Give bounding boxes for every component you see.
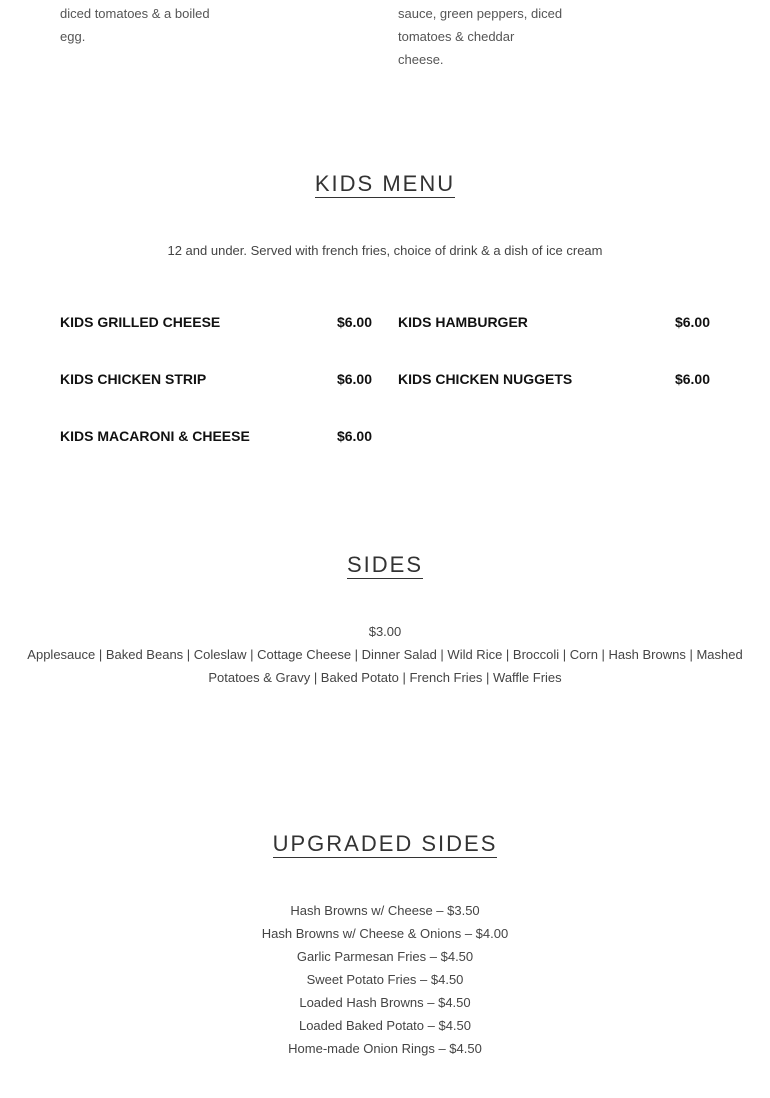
sides-title: SIDES (346, 552, 424, 577)
menu-item-kids-chicken-strip (60, 367, 372, 391)
previous-item-description-right: sauce, green peppers, diced tomatoes & cheddar cheese. (398, 6, 563, 67)
sides-price: $3.00 (368, 624, 402, 639)
menu-item-name: KIDS GRILLED CHEESE (60, 314, 221, 330)
sides-list: Applesauce | Baked Beans | Coleslaw | Cottage Cheese | Dinner Salad | Wild Rice | Broccoli | Corn | Hash Browns | Mashed Potatoes & Gravy | Baked Potato | French Fries | Waffle Fries (27, 647, 743, 685)
sides-heading (0, 551, 770, 579)
menu-item-price: $6.00 (336, 428, 372, 444)
menu-item-name: KIDS HAMBURGER (398, 314, 528, 330)
upgraded-side-item: Hash Browns w/ Cheese – $3.50 (290, 903, 480, 918)
menu-item-name: KIDS CHICKEN STRIP (60, 371, 207, 387)
upgraded-side-item: Sweet Potato Fries – $4.50 (306, 972, 464, 987)
previous-item-description-left: diced tomatoes & a boiled egg. (60, 6, 210, 44)
menu-item-kids-grilled-cheese (60, 310, 372, 334)
upgraded-sides-heading (0, 830, 770, 858)
menu-item-kids-macaroni-cheese (60, 424, 372, 448)
upgraded-side-item: Home-made Onion Rings – $4.50 (288, 1041, 482, 1056)
menu-item-kids-chicken-nuggets (398, 367, 710, 391)
upgraded-side-item: Loaded Baked Potato – $4.50 (298, 1018, 472, 1033)
upgraded-side-item: Garlic Parmesan Fries – $4.50 (296, 949, 474, 964)
upgraded-sides-title: UPGRADED SIDES (272, 831, 498, 856)
kids-menu-note: 12 and under. Served with french fries, choice of drink & a dish of ice cream (167, 243, 603, 258)
upgraded-side-item: Loaded Hash Browns – $4.50 (299, 995, 471, 1010)
menu-item-kids-hamburger (398, 310, 710, 334)
menu-item-name: KIDS MACARONI & CHEESE (60, 428, 250, 444)
kids-menu-title: KIDS MENU (314, 171, 456, 196)
upgraded-sides-list (0, 899, 770, 1060)
menu-item-price: $6.00 (336, 314, 372, 330)
menu-item-price: $6.00 (674, 314, 710, 330)
upgraded-side-item: Hash Browns w/ Cheese & Onions – $4.00 (261, 926, 509, 941)
menu-item-price: $6.00 (674, 371, 710, 387)
menu-item-name: KIDS CHICKEN NUGGETS (398, 371, 573, 387)
menu-item-price: $6.00 (336, 371, 372, 387)
kids-menu-heading (0, 170, 770, 198)
